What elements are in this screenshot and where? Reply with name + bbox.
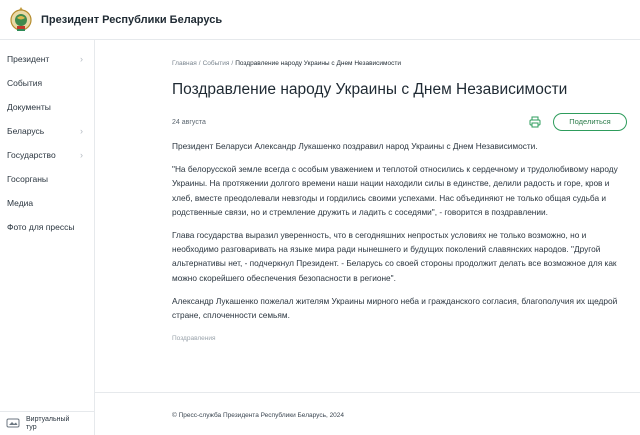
article-tag[interactable]: Поздравления bbox=[172, 335, 216, 343]
state-emblem-icon[interactable] bbox=[8, 6, 34, 34]
panorama-icon bbox=[6, 417, 20, 429]
virtual-tour-label-line2: тур bbox=[26, 424, 37, 431]
sidebar-item-label: Медиа bbox=[7, 198, 34, 208]
virtual-tour-link[interactable] bbox=[0, 411, 95, 435]
site-title[interactable]: Президент Республики Беларусь bbox=[41, 13, 223, 26]
sidebar-item-label: События bbox=[7, 78, 43, 88]
footer-copyright: © Пресс-служба Президента Республики Беларусь, 2024 bbox=[172, 412, 345, 419]
article-paragraph: Президент Беларуси Александр Лукашенко поздравил народ Украины с Днем Независимости. bbox=[172, 141, 538, 151]
chevron-right-icon: › bbox=[80, 125, 83, 136]
breadcrumb-separator: / bbox=[198, 60, 201, 67]
sidebar bbox=[0, 40, 95, 435]
sidebar-item-belarus[interactable] bbox=[0, 119, 94, 143]
sidebar-item-label: Государство bbox=[7, 150, 56, 160]
sidebar-item-label: Фото для прессы bbox=[7, 222, 75, 232]
site-footer bbox=[95, 392, 640, 435]
chevron-right-icon: › bbox=[80, 53, 83, 64]
sidebar-item-press-photos[interactable] bbox=[0, 215, 94, 239]
sidebar-item-label: Госорганы bbox=[7, 174, 49, 184]
share-button[interactable]: Поделиться bbox=[553, 113, 627, 131]
sidebar-item-documents[interactable] bbox=[0, 95, 94, 119]
breadcrumb-current: Поздравление народу Украины с Днем Независимости bbox=[235, 60, 402, 67]
breadcrumb-section[interactable]: События bbox=[202, 60, 230, 67]
print-icon[interactable] bbox=[529, 116, 541, 128]
sidebar-item-gov-bodies[interactable] bbox=[0, 167, 94, 191]
article-paragraph: Александр Лукашенко пожелал жителям Украины мирного неба и гражданского согласия, благополучия их щедрой стране, сплоченности семьям. bbox=[172, 295, 618, 321]
breadcrumb bbox=[172, 60, 627, 70]
virtual-tour-label bbox=[26, 416, 76, 432]
breadcrumb-separator: / bbox=[231, 60, 234, 67]
article-paragraph: Глава государства выразил уверенность, что в сегодняшних непростых условиях не только возможно, но и необходимо разговаривать на языке мира ради нынешнего и будущих поколений славянских народов. "Другой альтернативы нет, - подчеркнул Президент. - Беларусь со своей стороны продолжит делать все возможное для как можно скорейшего обеспечения безопасности в регионе". bbox=[172, 230, 617, 283]
article-date: 24 августа bbox=[172, 118, 206, 126]
sidebar-item-events[interactable] bbox=[0, 71, 94, 95]
main-content bbox=[172, 60, 627, 342]
sidebar-item-media[interactable] bbox=[0, 191, 94, 215]
sidebar-item-label: Документы bbox=[7, 102, 51, 112]
article-meta bbox=[172, 113, 627, 131]
article-paragraph: "На белорусской земле всегда с особым уважением и теплотой относились к сердечному и трудолюбивому народу Украины. На протяжении долгого времени наши нации находили силы в единстве, делили радость и горе, кров и хлеб, вместе преодолевали невзгоды и гордились своими успехами. Нас объединяют не только общая судьба и родственные связи, но и стремление дружить и ладить с соседями", - говорится в поздравлении. bbox=[172, 164, 618, 217]
page-title: Поздравление народу Украины с Днем Независимости bbox=[172, 81, 568, 98]
sidebar-item-state[interactable] bbox=[0, 143, 94, 167]
breadcrumb-home[interactable]: Главная bbox=[172, 60, 197, 67]
chevron-right-icon: › bbox=[80, 149, 83, 160]
site-header bbox=[0, 0, 640, 40]
sidebar-item-president[interactable] bbox=[0, 47, 94, 71]
sidebar-item-label: Президент bbox=[7, 54, 50, 64]
sidebar-item-label: Беларусь bbox=[7, 126, 45, 136]
virtual-tour-label-line1: Виртуальный bbox=[26, 416, 70, 423]
article-actions bbox=[529, 113, 627, 131]
